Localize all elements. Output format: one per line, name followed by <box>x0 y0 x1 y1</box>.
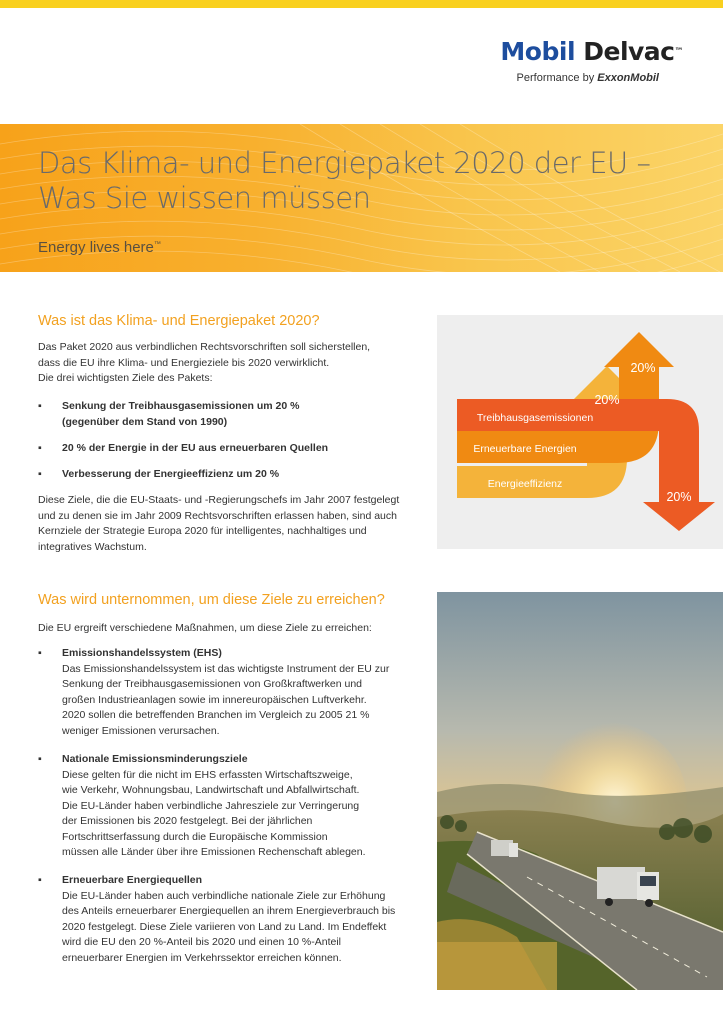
section1-outro <box>38 493 418 555</box>
outro-line: und zu denen sie im Jahr 2009 Rechtsvorschriften erlassen haben, sind auch <box>38 509 397 522</box>
measure-line: Fortschrittserfassung durch die Europäische Kommission <box>62 830 328 843</box>
goal-text: (gegenüber dem Stand von 1990) <box>62 415 228 428</box>
tagline-trademark: ™ <box>153 241 161 248</box>
measure-line: müssen alle Länder über ihre Emissionen Rechenschaft ablegen. <box>62 846 366 858</box>
measure-line: des Anteils erneuerbarer Energiequellen an ihrem Energieverbrauch bis <box>62 905 396 917</box>
goal-text: Senkung der Treibhausgasemissionen um 20 % <box>62 400 300 412</box>
measure-title: Erneuerbare Energiequellen <box>62 874 203 886</box>
tagline <box>38 239 161 256</box>
percent-efficiency: 20% <box>630 361 656 375</box>
outro-line: integratives Wachstum. <box>38 540 147 553</box>
logo-delvac-text: Delvac <box>583 37 675 66</box>
title-line-2: Was Sie wissen müssen <box>38 181 371 215</box>
title-line-1: Das Klima- und Energiepaket 2020 der EU – <box>38 146 651 180</box>
page-title <box>38 146 650 216</box>
percent-renewables: 20% <box>594 393 620 407</box>
intro-line: Die drei wichtigsten Ziele des Pakets: <box>38 372 213 384</box>
section2-heading: Was wird unternommen, um diese Ziele zu erreichen? <box>38 592 385 608</box>
measure-line: erneuerbarer Energien im Verkehrssektor erreichen können. <box>62 951 342 964</box>
photo-illustration <box>437 592 723 990</box>
bar-label-emissions: Treibhausgasemissionen <box>476 412 594 424</box>
measure-line: wie Verkehr, Wohnungsbau, Landwirtschaft und Abfallwirtschaft. <box>62 784 360 796</box>
tagline-text: Energy lives here <box>38 239 154 256</box>
bullet-marker: ▪ <box>38 874 42 886</box>
logo-subline <box>500 72 659 84</box>
bullet-marker: ▪ <box>38 647 42 659</box>
logo-trademark: ™ <box>674 47 683 57</box>
measure-line: großen Industrieanlagen sowie im innereuropäischen Luftverkehr. <box>62 693 367 706</box>
performance-by-text: Performance by <box>516 72 595 84</box>
logo-mobil-text: Mobil <box>500 37 576 66</box>
outro-line: Diese Ziele, die die EU-Staats- und -Regierungschefs im Jahr 2007 festgelegt <box>38 494 400 506</box>
measure-line: Die EU-Länder haben verbindliche Jahresziele zur Verringerung <box>62 799 360 812</box>
section1-intro <box>38 340 418 387</box>
measure-line: der Emissionen bis 2020 festgelegt. Bei der jährlichen <box>62 815 313 827</box>
infographic-svg <box>437 315 723 549</box>
exxonmobil-text: ExxonMobil <box>597 72 659 84</box>
section2-intro: Die EU ergreift verschiedene Maßnahmen, um diese Ziele zu erreichen: <box>38 622 372 634</box>
bar-label-renewables: Erneuerbare Energien <box>473 443 577 455</box>
measure-title: Nationale Emissionsminderungsziele <box>62 753 248 765</box>
targets-infographic <box>437 315 723 549</box>
bar-label-efficiency: Energieeffizienz <box>487 478 563 490</box>
intro-line: Das Paket 2020 aus verbindlichen Rechtsvorschriften soll sicherstellen, <box>38 341 371 353</box>
measure-title: Emissionshandelssystem (EHS) <box>62 647 222 659</box>
top-accent-bar <box>0 0 723 8</box>
percent-emissions: 20% <box>666 490 692 504</box>
bullet-marker: ▪ <box>38 468 42 480</box>
bullet-marker: ▪ <box>38 442 42 454</box>
goal-text: Verbesserung der Energieeffizienz um 20 % <box>62 468 280 480</box>
measure-line: Diese gelten für die nicht im EHS erfassten Wirtschaftszweige, <box>62 768 353 781</box>
goal-text: 20 % der Energie in der EU aus erneuerbaren Quellen <box>62 442 329 454</box>
truck-highway-photo <box>437 592 723 990</box>
outro-line: Kernziele der Strategie Europa 2020 für intelligentes, nachhaltiges und <box>38 525 367 537</box>
measure-line: wird die EU den 20 %-Anteil bis 2020 und einen 10 %-Anteil <box>62 936 342 948</box>
bullet-marker: ▪ <box>38 753 42 765</box>
intro-line: dass die EU ihre Klima- und Energieziele bis 2020 verwirklicht. <box>38 356 330 369</box>
measure-line: 2020 festgelegt. Diese Ziele variieren von Land zu Land. Im Endeffekt <box>62 920 387 933</box>
measure-line: Die EU-Länder haben auch verbindliche nationale Ziele zur Erhöhung <box>62 889 386 902</box>
mobil-delvac-logo <box>500 38 683 84</box>
bullet-marker: ▪ <box>38 400 42 412</box>
measure-line: 2020 sollen die betreffenden Branchen im Vergleich zu 2005 21 % <box>62 709 370 721</box>
measure-line: weniger Emissionen verursachen. <box>62 724 220 737</box>
measure-line: Senkung der Treibhausgasemissionen von Großkraftwerken und <box>62 678 362 690</box>
section1-heading: Was ist das Klima- und Energiepaket 2020? <box>38 313 320 329</box>
measure-line: Das Emissionshandelssystem ist das wichtigste Instrument der EU zur <box>62 662 390 675</box>
